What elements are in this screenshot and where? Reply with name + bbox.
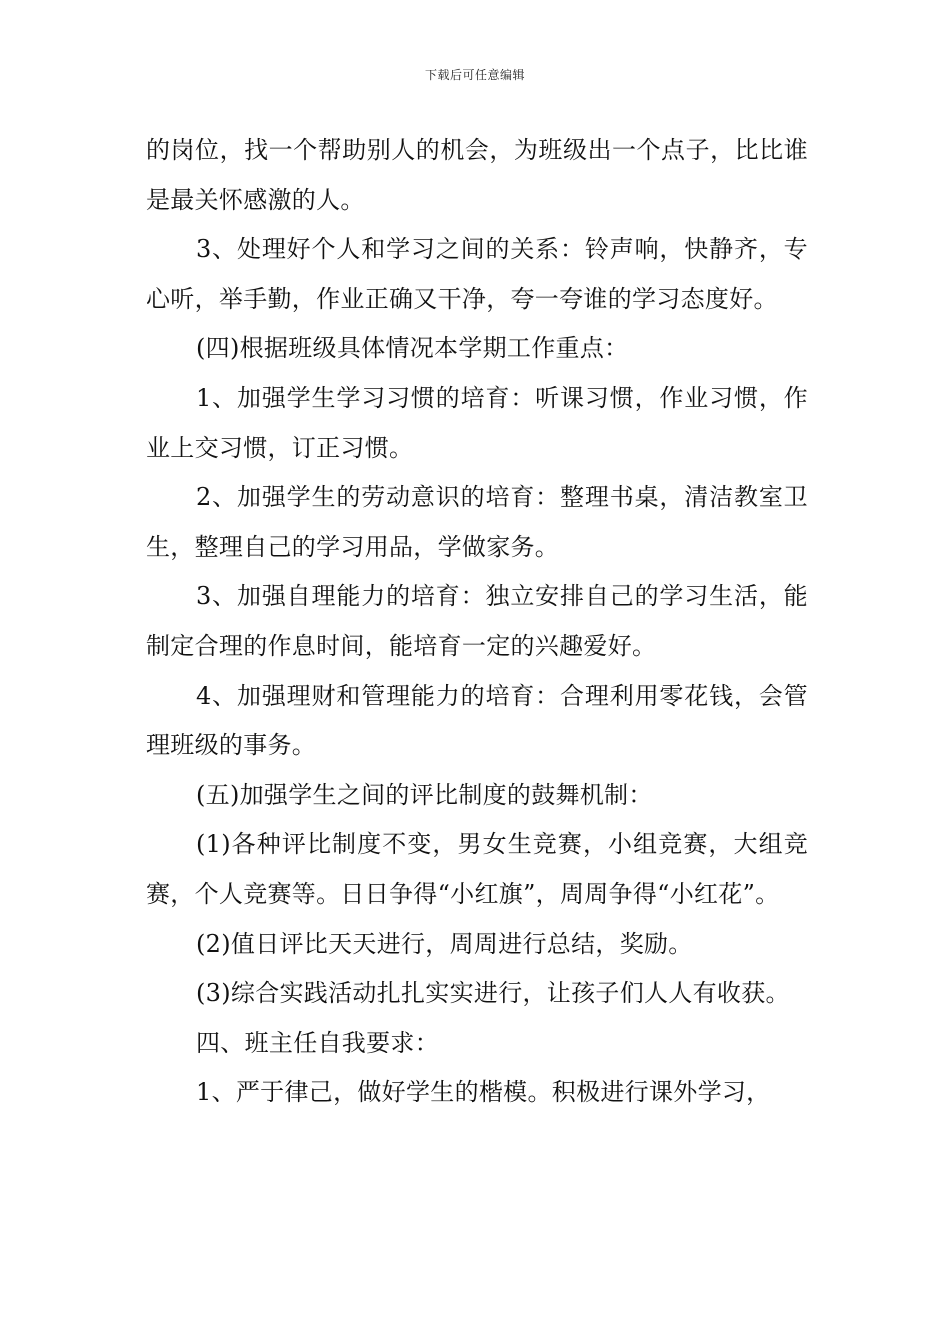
paragraph-item: (1)各种评比制度不变，男女生竞赛，小组竞赛，大组竞赛，个人竞赛等。日日争得“小红旗”，周周争得“小红花”。 bbox=[146, 830, 808, 908]
paragraph-item: (2)值日评比天天进行，周周进行总结，奖励。 bbox=[196, 929, 693, 958]
paragraph-item: 1、严于律己，做好学生的楷模。积极进行课外学习， bbox=[196, 1078, 771, 1107]
section-heading: 四、班主任自我要求： bbox=[196, 1028, 439, 1057]
paragraph-item: (3)综合实践活动扎扎实实进行，让孩子们人人有收获。 bbox=[196, 979, 790, 1008]
document-body bbox=[146, 126, 808, 1118]
paragraph-item: 2、加强学生的劳动意识的培育：整理书桌，清洁教室卫生，整理自己的学习用品，学做家务。 bbox=[146, 483, 808, 561]
page-header: 下载后可任意编辑 bbox=[424, 68, 525, 82]
paragraph-item: 3、加强自理能力的培育：独立安排自己的学习生活，能制定合理的作息时间，能培育一定的兴趣爱好。 bbox=[146, 582, 808, 660]
paragraph-item: 4、加强理财和管理能力的培育：合理利用零花钱，会管理班级的事务。 bbox=[146, 681, 808, 760]
section-heading: (四)根据班级具体情况本学期工作重点： bbox=[196, 334, 629, 363]
paragraph-continuation: 的岗位，找一个帮助别人的机会，为班级出一个点子，比比谁是最关怀感激的人。 bbox=[146, 136, 808, 214]
paragraph-item: 1、加强学生学习习惯的培育：听课习惯，作业习惯，作业上交习惯，订正习惯。 bbox=[146, 383, 808, 462]
section-heading: (五)加强学生之间的评比制度的鼓舞机制： bbox=[196, 780, 653, 809]
paragraph-item: 3、处理好个人和学习之间的关系：铃声响，快静齐，专心听，举手勤，作业正确又干净，夸一夸谁的学习态度好。 bbox=[146, 235, 808, 313]
